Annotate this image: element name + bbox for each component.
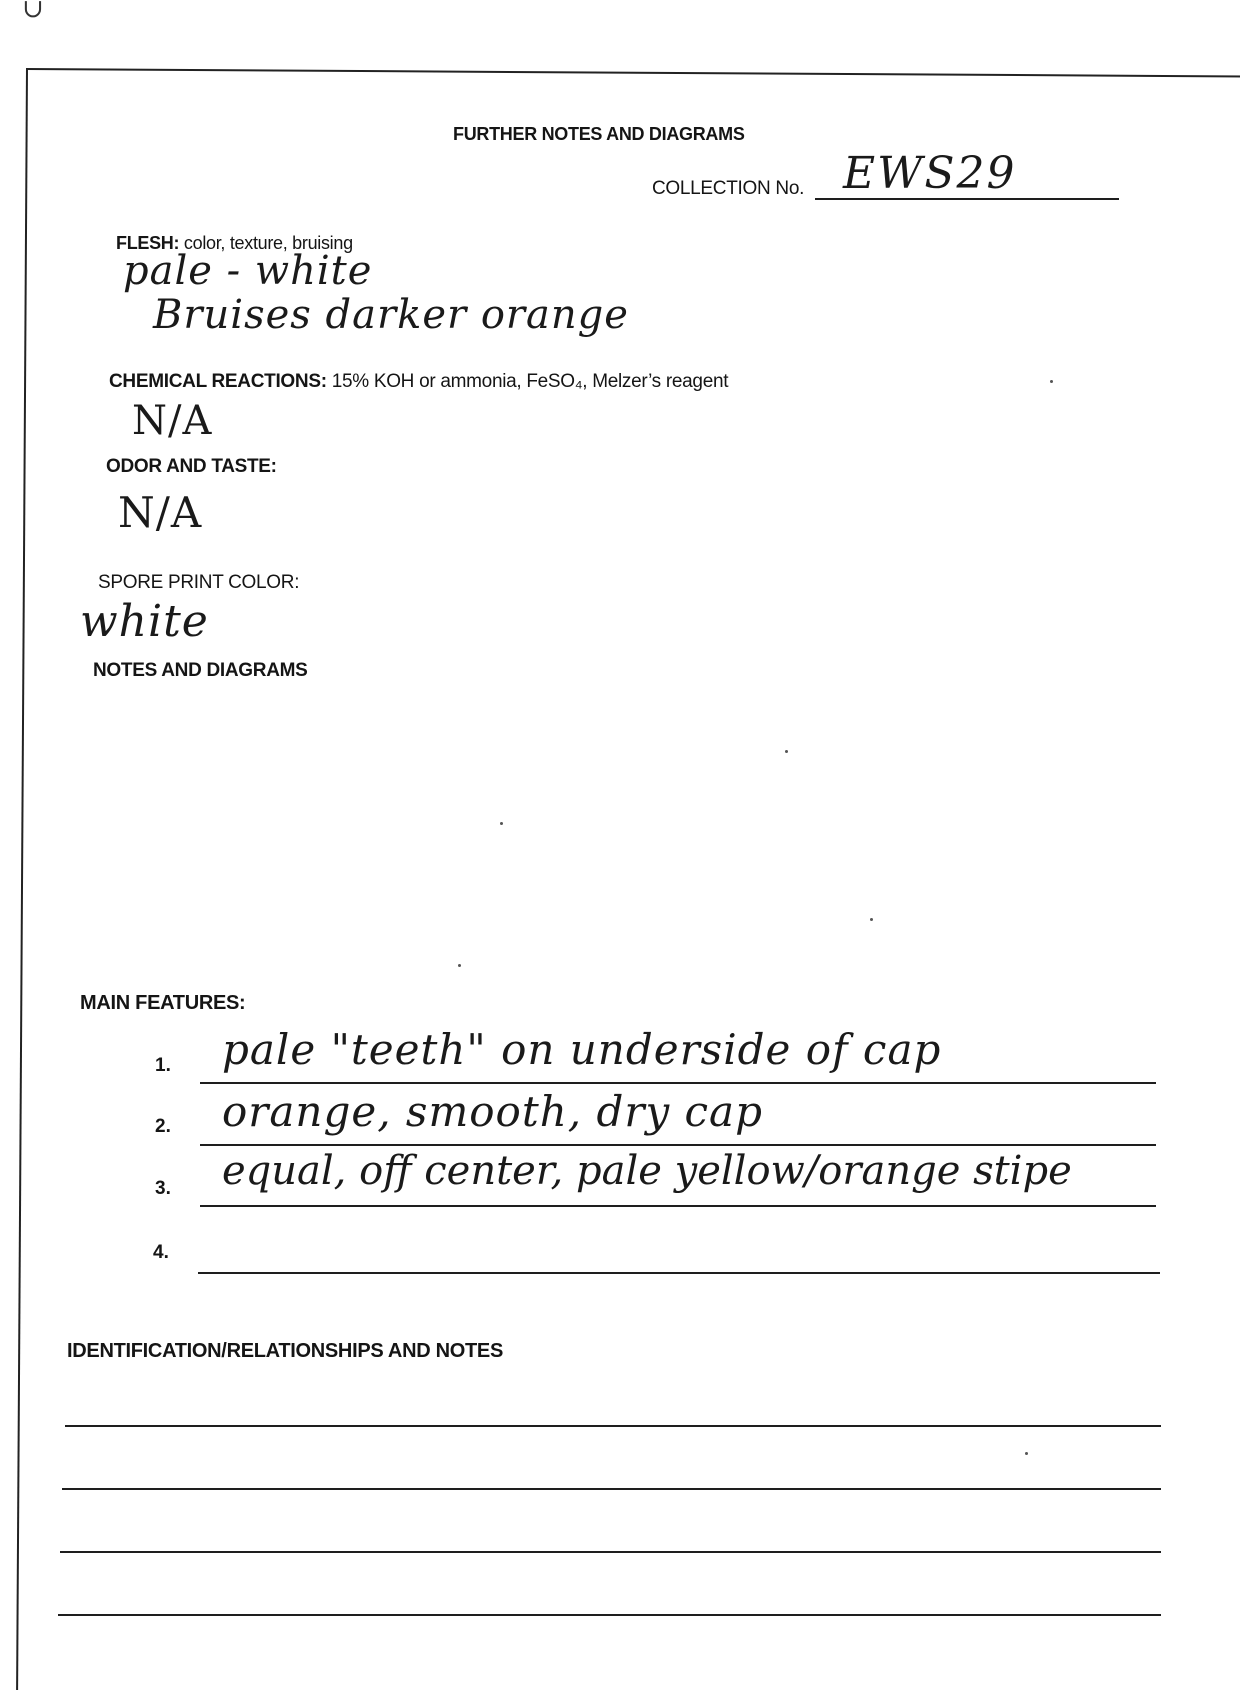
corner-mark: ∪ xyxy=(22,0,44,24)
identification-line[interactable] xyxy=(62,1488,1161,1490)
collection-label: COLLECTION No. xyxy=(652,178,805,199)
scan-speck xyxy=(1025,1452,1028,1455)
feature-number: 2. xyxy=(155,1116,171,1137)
flesh-answer-line1[interactable]: pale - white xyxy=(123,248,373,294)
flesh-hint: color, texture, bruising xyxy=(183,233,353,253)
identification-line[interactable] xyxy=(60,1551,1161,1553)
flesh-answer-line2[interactable]: Bruises darker orange xyxy=(153,292,629,338)
spore-answer[interactable]: white xyxy=(80,596,209,647)
page-title: FURTHER NOTES AND DIAGRAMS xyxy=(453,124,745,144)
spore-label: SPORE PRINT COLOR: xyxy=(98,572,300,593)
chemical-label-text: CHEMICAL REACTIONS: xyxy=(109,371,327,392)
chemical-hint: 15% KOH or ammonia, FeSO₄, Melzer’s reagent xyxy=(331,371,729,392)
notes-label: NOTES AND DIAGRAMS xyxy=(93,660,308,681)
feature-number: 1. xyxy=(155,1055,171,1076)
scan-speck xyxy=(458,964,461,967)
scan-speck xyxy=(785,750,788,753)
scan-speck xyxy=(1050,380,1053,383)
feature-line xyxy=(200,1082,1156,1084)
feature-number: 4. xyxy=(153,1242,169,1263)
scan-speck xyxy=(500,822,503,825)
collection-number[interactable]: EWS29 xyxy=(843,148,1017,199)
identification-line[interactable] xyxy=(58,1614,1161,1616)
flesh-label-text: FLESH: xyxy=(116,233,180,253)
scan-speck xyxy=(870,918,873,921)
chemical-answer[interactable]: N/A xyxy=(132,398,213,444)
main-features-label: MAIN FEATURES: xyxy=(80,992,246,1014)
feature-line xyxy=(200,1144,1156,1146)
feature-text[interactable]: orange, smooth, dry cap xyxy=(222,1087,763,1136)
odor-answer[interactable]: N/A xyxy=(118,488,203,537)
odor-label: ODOR AND TASTE: xyxy=(106,456,277,477)
feature-text[interactable]: equal, off center, pale yellow/orange stipe xyxy=(222,1148,1072,1194)
feature-number: 3. xyxy=(155,1178,171,1199)
identification-line[interactable] xyxy=(65,1425,1161,1427)
feature-text[interactable]: pale "teeth" on underside of cap xyxy=(222,1025,942,1074)
chemical-label xyxy=(109,371,728,393)
identification-label: IDENTIFICATION/RELATIONSHIPS AND NOTES xyxy=(67,1340,504,1362)
feature-line xyxy=(198,1272,1160,1274)
feature-line xyxy=(200,1205,1156,1207)
